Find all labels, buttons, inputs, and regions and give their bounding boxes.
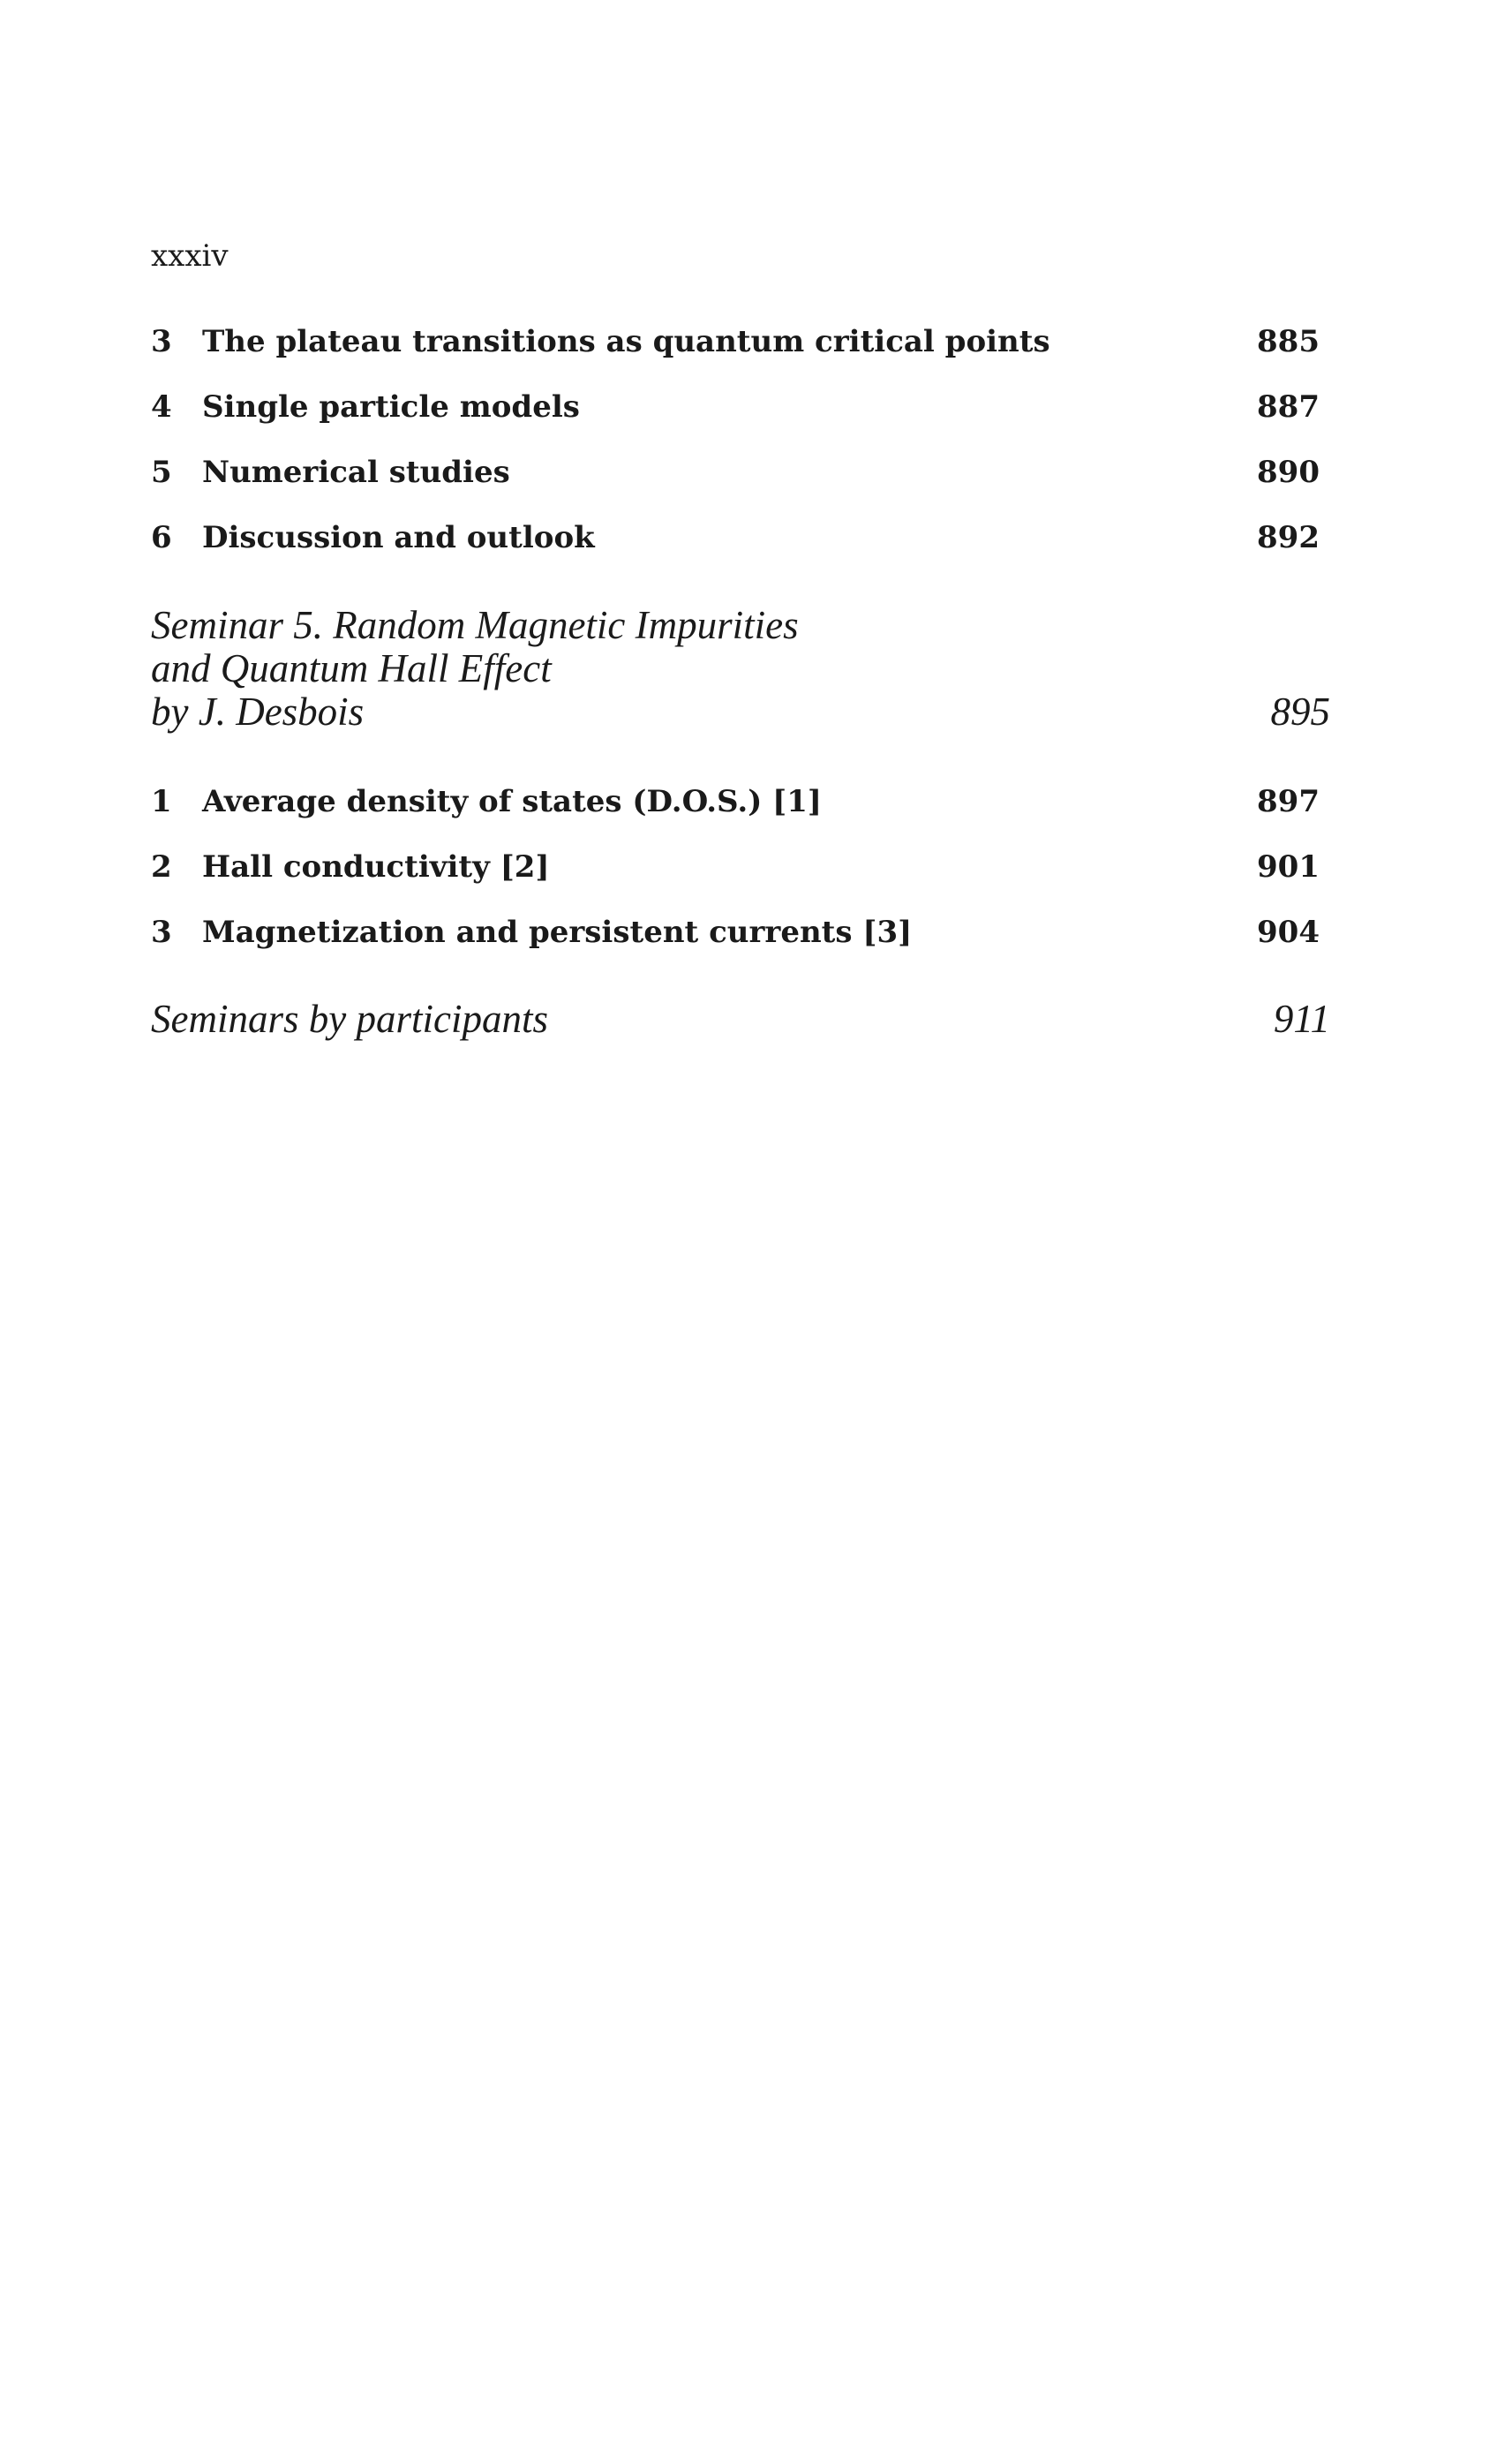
toc-entry[interactable] [151, 520, 1327, 562]
section-page: 901 [1257, 849, 1320, 885]
seminars-by-participants-heading[interactable] [151, 998, 1330, 1041]
section-number: 2 [151, 849, 172, 885]
toc-entry[interactable] [151, 784, 1327, 826]
section-number: 6 [151, 520, 172, 555]
section-page: 890 [1257, 455, 1320, 490]
seminar-title-line: Seminar 5. Random Magnetic Impurities [151, 603, 799, 647]
seminars-page: 911 [1273, 997, 1330, 1041]
section-title: Discussion and outlook [202, 520, 595, 555]
section-title: Average density of states (D.O.S.) [1] [202, 784, 822, 819]
section-number: 1 [151, 784, 172, 819]
toc-entry[interactable] [151, 915, 1327, 957]
section-title: Hall conductivity [2] [202, 849, 550, 885]
section-number: 3 [151, 915, 172, 950]
page-number: xxxiv [151, 238, 229, 274]
section-page: 885 [1257, 324, 1320, 359]
section-number: 3 [151, 324, 172, 359]
seminar-title-line: and Quantum Hall Effect [151, 646, 552, 690]
toc-entry[interactable] [151, 455, 1327, 497]
section-title: Single particle models [202, 389, 580, 425]
seminar-5-heading[interactable] [151, 604, 1330, 734]
toc-entry[interactable] [151, 389, 1327, 432]
toc-entry[interactable] [151, 849, 1327, 892]
section-page: 904 [1257, 915, 1320, 950]
section-number: 4 [151, 389, 172, 425]
section-title: Magnetization and persistent currents [3] [202, 915, 913, 950]
section-title: The plateau transitions as quantum critical points [202, 324, 1050, 359]
section-page: 887 [1257, 389, 1320, 425]
seminar-page: 895 [1270, 690, 1330, 734]
section-number: 5 [151, 455, 172, 490]
section-title: Numerical studies [202, 455, 510, 490]
seminars-title: Seminars by participants [151, 997, 548, 1041]
toc-entry[interactable] [151, 324, 1327, 366]
section-page: 892 [1257, 520, 1320, 555]
seminar-author: by J. Desbois [151, 690, 365, 734]
section-page: 897 [1257, 784, 1320, 819]
